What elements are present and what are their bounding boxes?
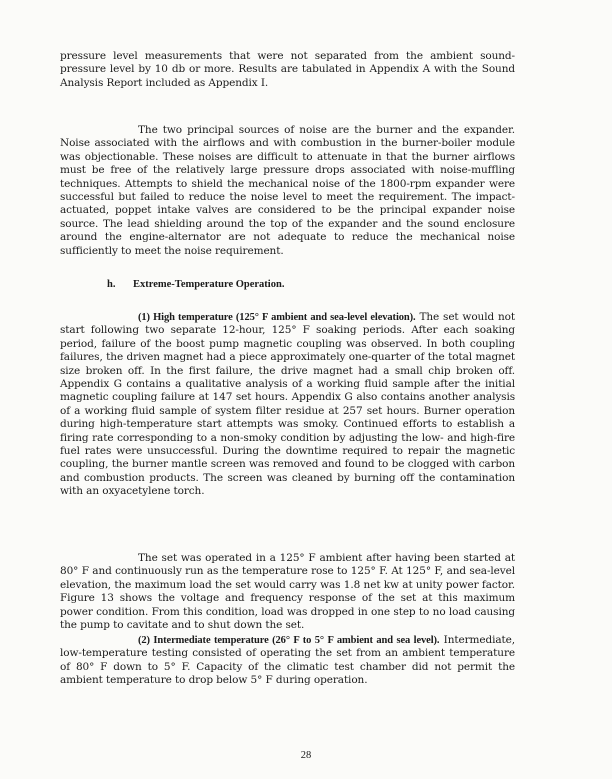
section-heading [107,279,284,290]
subsection-heading-high-temperature: (1) High temperature (125° F ambient and sea-level elevation). [138,312,416,323]
paragraph-intermediate-temperature [60,634,515,688]
page-number: 28 [300,750,312,761]
subsection-body-high-temperature: The set would not start following two separate 12-hour, 125° F soaking periods. After each soaking period, failure of the boost pump magnetic coupling was observed. In both coupling failures, the driven magnet had a piece approximately one-quarter of the total magnet size broken off. In the first failure, the drive magnet had a small chip broken off. Appendix G contains a qualitative analysis of a working fluid sample after the initial magnetic coupling failure at 147 set hours. Appendix G also contains another analysis of a working fluid sample of system filter residue at 257 set hours. Burner operation during high-temperature start attempts was smoky. Continued efforts to establish a firing rate corresponding to a non-smoky condition by adjusting the low- and high-fire fuel rates were unsuccessful. During the downtime required to repair the magnetic coupling, the burner mantle screen was removed and found to be clogged with carbon and combustion products. The screen was cleaned by burning off the contamination with an oxyacetylene torch. [60,311,515,498]
subsection-heading-intermediate-temperature: (2) Intermediate temperature (26° F to 5° F ambient and sea level). [138,635,440,646]
section-title: Extreme-Temperature Operation. [133,279,285,290]
paragraph-high-temperature [60,311,515,499]
paragraph-noise-sources: The two principal sources of noise are the burner and the expander. Noise associated with the airflows and with combustion in the burner-boiler module was objectionable. These noises are difficult to attenuate in that the burner airflows must be free of the relatively large pressure drops associated with noise-muffling techniques. Attempts to shield the mechanical noise of the 1800-rpm expander were successful but failed to reduce the noise level to meet the requirement. The impact-actuated, poppet intake valves are considered to be the principal expander noise source. The lead shielding around the top of the expander and the sound enclosure around the engine-alternator are not adequate to reduce the mechanical noise sufficiently to meet the noise requirement. [60,124,515,257]
section-number: h. [107,279,116,290]
paragraph-continued: pressure level measurements that were not separated from the ambient sound-pressure level by 10 db or more. Results are tabulated in Appendix A with the Sound Analysis Report included as Appendix I. [60,50,515,89]
subsection-body-intermediate-temperature: Intermediate, low-temperature testing consisted of operating the set from an ambient temperature of 80° F down to 5° F. Capacity of the climatic test chamber did not permit the ambient temperature to drop below 5° F during operation. [60,634,516,687]
paragraph-max-load: The set was operated in a 125° F ambient after having been started at 80° F and continuously run as the temperature rose to 125° F. At 125° F, and sea-level elevation, the maximum load the set would carry was 1.8 net kw at unity power factor. Figure 13 shows the voltage and frequency response of the set at this maximum power condition. From this condition, load was dropped in one step to no load causing the pump to cavitate and to shut down the set. [60,552,515,632]
